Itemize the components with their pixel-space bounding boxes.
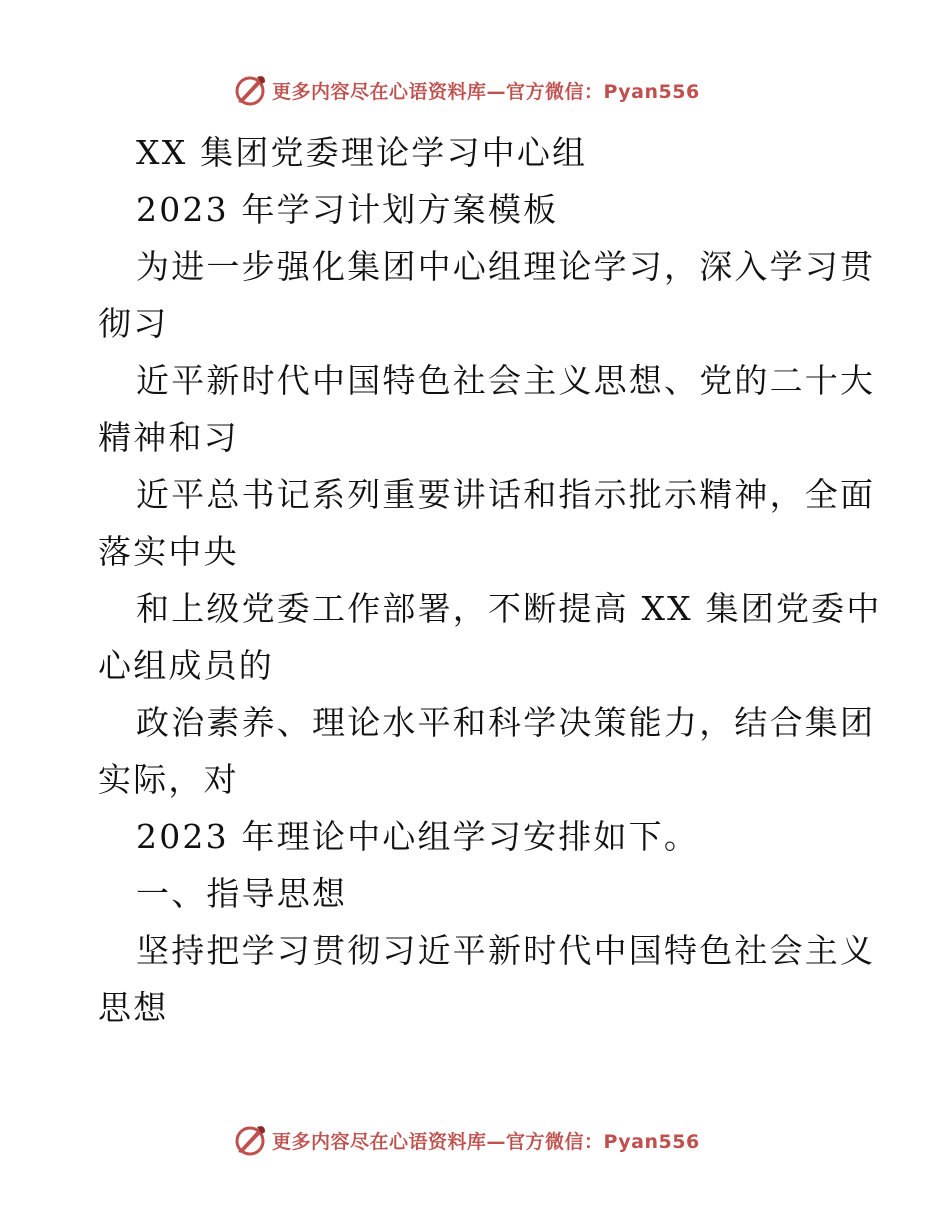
text-line: 精神和习	[98, 418, 239, 457]
document-body	[98, 124, 882, 1036]
text-line: 思想	[98, 988, 169, 1027]
text-line: 一、指导思想	[136, 874, 348, 913]
text-line: 近平总书记系列重要讲话和指示批示精神，全面	[136, 475, 876, 514]
text-line: 和上级党委工作部署，不断提高 XX 集团党委中	[136, 589, 882, 628]
text-line: 2023 年理论中心组学习安排如下。	[136, 817, 700, 856]
text-line: 落实中央	[98, 532, 239, 571]
text-line: 实际，对	[98, 760, 239, 799]
text-line: 心组成员的	[98, 646, 274, 685]
text-line: 为进一步强化集团中心组理论学习，深入学习贯	[136, 247, 876, 286]
text-line: 2023 年学习计划方案模板	[136, 190, 559, 229]
watermark-text: 更多内容尽在心语资料库—官方微信：Pyan556	[272, 1130, 700, 1153]
text-line: XX 集团党委理论学习中心组	[136, 133, 588, 172]
header-watermark	[232, 70, 712, 110]
footer-watermark	[232, 1120, 712, 1160]
quill-pen-logo-icon	[232, 1122, 268, 1158]
text-line: 坚持把学习贯彻习近平新时代中国特色社会主义	[136, 931, 876, 970]
text-line: 彻习	[98, 304, 169, 343]
text-line: 政治素养、理论水平和科学决策能力，结合集团	[136, 703, 876, 742]
watermark-text: 更多内容尽在心语资料库—官方微信：Pyan556	[272, 80, 700, 103]
text-line: 近平新时代中国特色社会主义思想、党的二十大	[136, 361, 876, 400]
quill-pen-logo-icon	[232, 72, 268, 108]
